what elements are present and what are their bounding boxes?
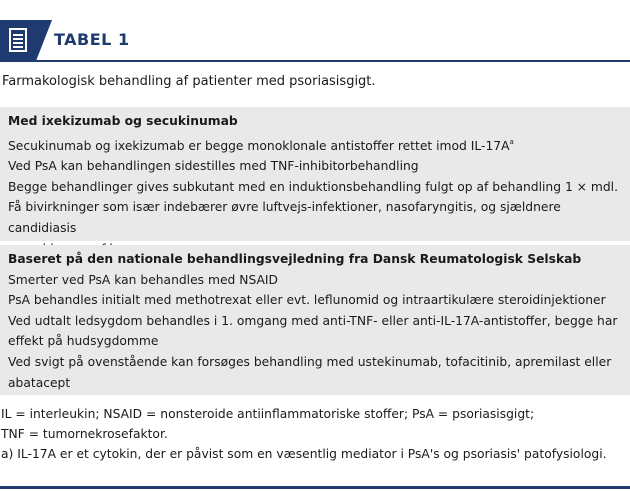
section-line: Begge behandlinger gives subkutant med en induktionsbehandling fulgt op af behandling 1 × mdl.	[8, 179, 618, 194]
table-caption: Farmakologisk behandling af patienter med psoriasisgigt.	[2, 74, 376, 89]
document-list-icon	[9, 28, 27, 52]
footnote-line: TNF = tumornekrosefaktor.	[1, 427, 168, 441]
section-heading: Baseret på den nationale behandlingsvejledning fra Dansk Reumatologisk Selskab	[8, 252, 582, 266]
section-line: Ved svigt på ovenstående kan forsøges behandling med ustekinumab, tofacitinib, apremilast eller	[8, 354, 612, 369]
header-rule	[0, 60, 630, 62]
section-line: abatacept	[8, 375, 71, 390]
section-line: Få bivirkninger som især indebærer øvre luftvejs-infektioner, nasofaryngitis, og sjældnere candidiasis	[8, 200, 561, 235]
section-line: PsA behandles initialt med methotrexat eller evt. leflunomid og intraartikulære steroidinjektioner	[8, 293, 606, 308]
footnote-line: IL = interleukin; NSAID = nonsteroide antiinflammatoriske stoffer; PsA = psoriasisgigt;	[1, 407, 535, 421]
table-footnotes	[0, 404, 607, 464]
table-header	[0, 0, 630, 62]
section-line: Ved PsA kan behandlingen sidestilles med TNF-inhibitorbehandling	[8, 159, 419, 174]
section-line: effekt på hudsygdomme	[8, 334, 159, 349]
section-line: Smerter ved PsA kan behandles med NSAID	[8, 272, 278, 287]
section-line: Secukinumab og ixekizumab er begge monoklonale antistoffer rettet imod $IL-17A^a$	[8, 137, 514, 153]
section-heading: Med ixekizumab og secukinumab	[8, 114, 238, 128]
bottom-rule	[0, 486, 630, 489]
footnote-line: a) IL-17A er et cytokin, der er påvist som en væsentlig mediator i PsA's og psoriasis' patofysiologi.	[1, 447, 607, 461]
section-national-guideline	[0, 245, 630, 395]
section-ixekizumab-secukinumab	[0, 107, 630, 241]
section-line: Ved udtalt ledsygdom behandles i 1. omgang med anti-TNF- eller anti-IL-17A-antistoffer, begge har	[8, 313, 618, 328]
header-icon-tab	[36, 20, 52, 61]
footnote-marker: a	[509, 137, 514, 146]
table-title: TABEL 1	[54, 30, 130, 49]
header-icon-box	[0, 20, 36, 61]
